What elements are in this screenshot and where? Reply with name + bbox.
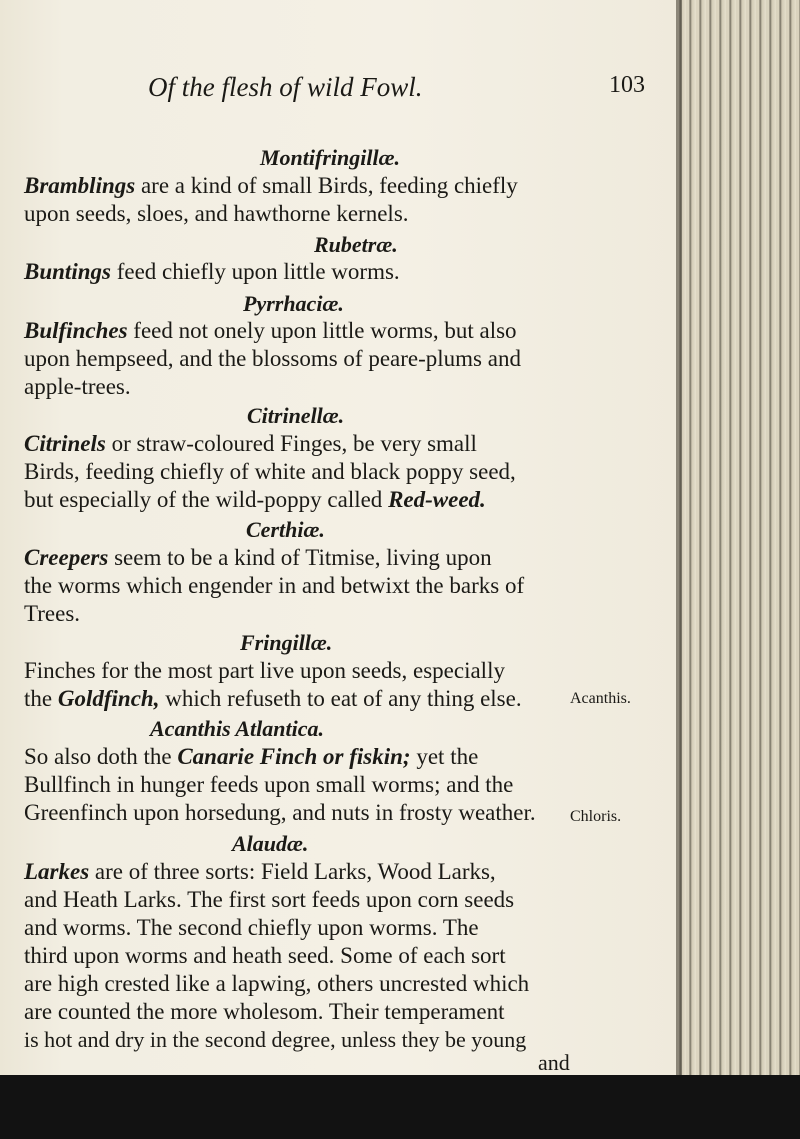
page-number: 103 — [609, 72, 645, 98]
page-fold — [676, 0, 682, 1100]
text-line: Larkes are of three sorts: Field Larks, Wood Larks, — [24, 859, 496, 884]
section-heading: Certhiæ. — [246, 517, 325, 542]
term: Buntings — [24, 259, 111, 284]
term: Canarie Finch or fiskin; — [177, 744, 411, 769]
text-line: Buntings feed chiefly upon little worms. — [24, 259, 400, 284]
text-line: Bulfinches feed not onely upon little worms, but also — [24, 318, 517, 343]
margin-note: Acanthis. — [570, 690, 631, 707]
section-heading: Alaudæ. — [232, 831, 309, 856]
text-line: upon hempseed, and the blossoms of peare-plums and — [24, 346, 521, 371]
catchword: and — [538, 1050, 570, 1075]
term: Larkes — [24, 859, 90, 884]
term: Bramblings — [24, 173, 136, 198]
text-line: the Goldfinch, which refuseth to eat of any thing else. — [24, 686, 522, 711]
term: Red-weed. — [388, 487, 486, 512]
text-line: Trees. — [24, 601, 81, 626]
section-heading: Rubetræ. — [314, 232, 398, 257]
text-line: are high crested like a lapwing, others uncrested which — [24, 971, 530, 996]
text-line: but especially of the wild-poppy called Red-weed. — [24, 487, 486, 512]
section-heading: Fringillæ. — [240, 630, 333, 655]
text-line: Birds, feeding chiefly of white and black poppy seed, — [24, 459, 516, 484]
term: Citrinels — [24, 431, 106, 456]
section-heading: Citrinellæ. — [247, 403, 345, 428]
text-line: are counted the more wholesom. Their temperament — [24, 999, 505, 1024]
margin-note: Chloris. — [570, 808, 622, 825]
text-line: Bramblings are a kind of small Birds, feeding chiefly — [24, 173, 518, 198]
text-line: third upon worms and heath seed. Some of each sort — [24, 943, 506, 968]
text-line: and worms. The second chiefly upon worms. The — [24, 915, 479, 940]
text-line: is hot and dry in the second degree, unless they be young — [24, 1027, 527, 1052]
text-line: Citrinels or straw-coloured Finges, be very small — [24, 431, 477, 456]
text-line: So also doth the Canarie Finch or fiskin; yet the — [24, 744, 479, 769]
term: Creepers — [24, 545, 109, 570]
text-line: the worms which engender in and betwixt the barks of — [24, 573, 525, 598]
term: Bulfinches — [24, 318, 128, 343]
text-line: apple-trees. — [24, 374, 131, 399]
text-line: Creepers seem to be a kind of Titmise, living upon — [24, 545, 492, 570]
term: Goldfinch, — [57, 686, 160, 711]
running-title: Of the flesh of wild Fowl. — [148, 72, 423, 102]
text-line: Greenfinch upon horsedung, and nuts in frosty weather. — [24, 800, 536, 825]
scan-border — [0, 1075, 800, 1139]
section-heading: Montifringillæ. — [260, 145, 400, 170]
text-line: Bullfinch in hunger feeds upon small worms; and the — [24, 772, 514, 797]
section-heading: Pyrrhaciæ. — [243, 291, 344, 316]
book-gutter — [676, 0, 800, 1100]
section-heading: Acanthis Atlantica. — [150, 716, 325, 741]
text-line: Finches for the most part live upon seeds, especially — [24, 658, 505, 683]
text-line: and Heath Larks. The first sort feeds upon corn seeds — [24, 887, 515, 912]
text-line: upon seeds, sloes, and hawthorne kernels. — [24, 201, 409, 226]
